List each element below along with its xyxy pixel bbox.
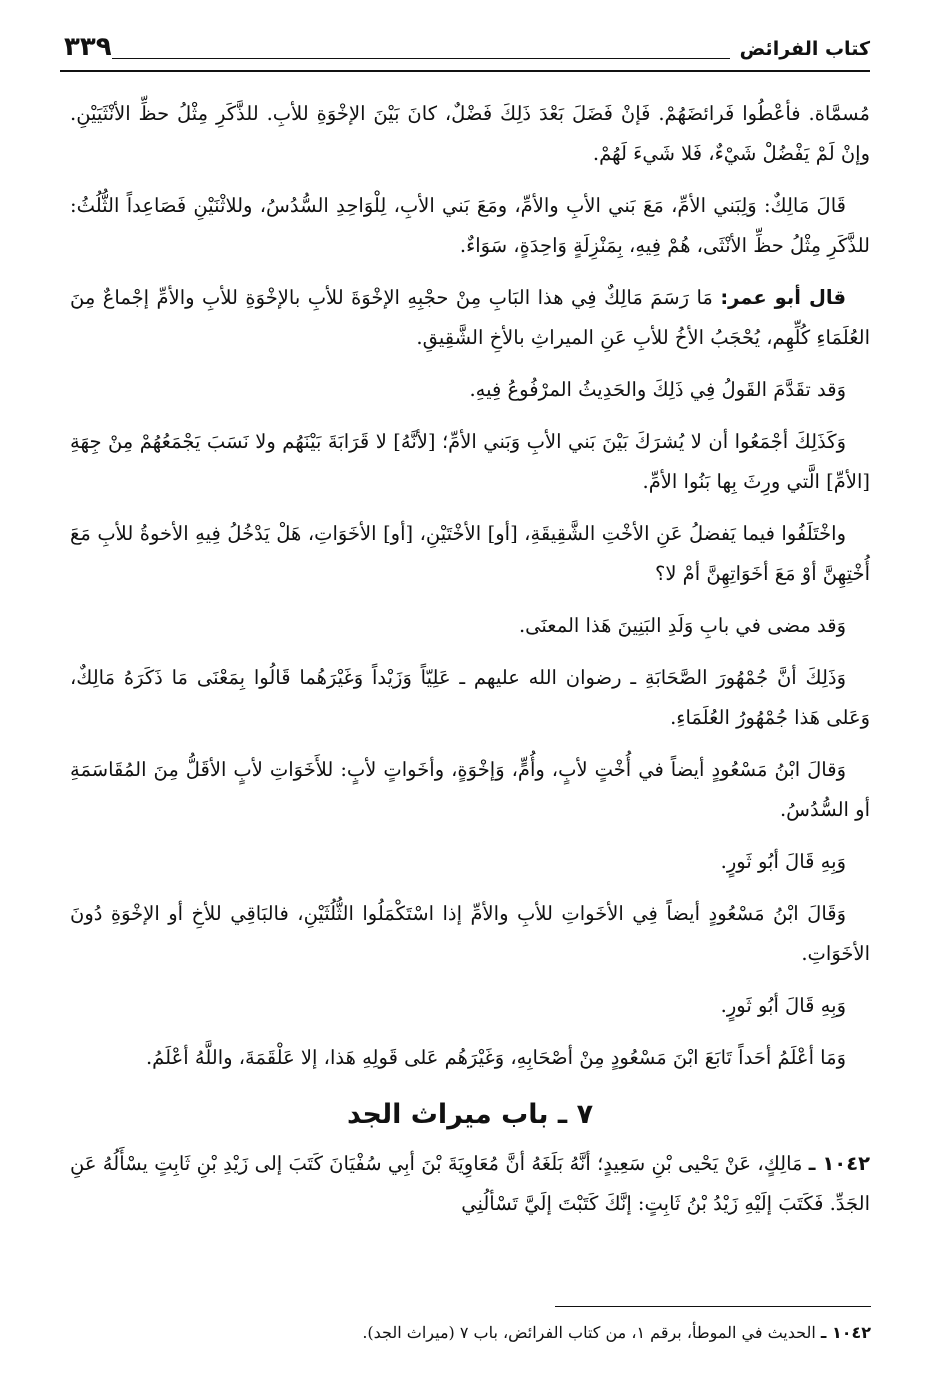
paragraph: وَقد تقَدَّمَ القَولُ فِي ذَلِكَ والحَدِيثُ المرْفُوعُ فِيهِ. xyxy=(469,378,846,401)
footnote-separator xyxy=(555,1306,871,1307)
paragraph: واخْتَلَفُوا فيما يَفضلُ عَنِ الأخْتِ الشَّقِيقَةِ، [أو] الأخْتَيْنِ، [أو] الأخَوَاتِ، هَلْ يَدْخُلُ فِيهِ الأخوةُ للأبِ مَعَ أُخْتِهِنَّ أوْ مَعَ أخَوَاتِهِنَّ أمْ لا؟ xyxy=(70,522,870,585)
paragraph: وَمَا أعْلَمُ أحَداً تَابَعَ ابْنَ مَسْعُودٍ مِنْ أصْحَابِهِ، وَغَيْرَهُم عَلى قَولِهِ هَذا، إلا عَلْقَمَةَ، واللَّهُ أعْلَمُ. xyxy=(145,1046,846,1069)
footnote-number: ١٠٤٢ ـ xyxy=(820,1323,871,1342)
book-title: كتاب الفرائض xyxy=(739,38,870,60)
paragraph: وَذَلِكَ أنَّ جُمْهُورَ الصَّحَابَةِ ـ رضوان الله عليهم ـ عَلِيّاً وَزَيْداً وَغَيْرَهُما قَالُوا بِمَعْنَى مَا ذَكَرَهُ مَالِكٌ، وَعَلى هَذا جُمْهُورُ العُلَمَاءِ. xyxy=(70,666,870,729)
footnote xyxy=(65,1320,871,1346)
paragraph: مُسمَّاة. فأعْطُوا فَرائضَهُمْ. فَإنْ فَضَلَ بَعْدَ ذَلِكَ فَضْلٌ، كانَ بَيْنَ الإخْوَةِ للأبِ. للذَّكَرِ مِثْلُ حظِّ الأنْثَيَيْنِ. وإنْ لَمْ يَفْضُلْ شَيْءٌ، فَلا شَيءَ لَهُمْ. xyxy=(70,102,870,165)
paragraph: قَالَ مَالِكٌ: وَلِبَني الأمِّ، مَعَ بَني الأبِ والأمِّ، ومَعَ بَني الأبِ، لِلْوَاحِدِ السُّدُسُ، وللاثْنَيْنِ فَصَاعِداً الثُّلُثُ: للذَّكَرِ مِثْلُ حظِّ الأنْثَى، هُمْ فِيهِ، بِمَنْزِلَةٍ وَاحِدَةٍ، سَوَاءٌ. xyxy=(70,194,870,257)
paragraph-text: مَا رَسَمَ مَالِكٌ فِي هذا البَابِ مِنْ حجْبِهِ الإخْوَةَ للأبِ بالإخْوَةِ للأبِ والأمِّ إجْماعٌ مِنَ العُلَمَاءِ كُلِّهِم، يُحْجَبُ الأخُ للأبِ عَنِ الميراثِ بالأخِ الشَّقِيقِ. xyxy=(70,286,870,349)
paragraph: وَكَذَلِكَ أجْمَعُوا أن لا يُشرَكَ بَيْنَ بَني الأبِ وَبَني الأمِّ؛ [لأنَّهُ] لا قَرَابَةَ بَيْنَهُم ولا نَسَبَ يَجْمَعُهُمْ مِنْ جِهَةِ [الأمِّ] الَّتي ورِثَ بِها بَنُوا الأمِّ. xyxy=(70,430,870,493)
paragraph xyxy=(70,278,870,358)
header-rule-long xyxy=(60,70,870,72)
chapter-heading: ٧ ـ باب ميراث الجد xyxy=(346,1099,594,1130)
hadith-text: مَالِكٍ، عَنْ يَحْيى بْنِ سَعِيدٍ؛ أنَّهُ بَلَغَهُ أنَّ مُعَاوِيَةَ بْنَ أبِي سُفْيَانَ كَتَبَ إلى زَيْدِ بْنِ ثَابِتٍ يسْأَلُهُ عَنِ الجَدِّ. فَكَتَبَ إلَيْهِ زَيْدُ بْنُ ثَابِتٍ: إنَّكَ كَتَبْتَ إلَيَّ تَسْألُنِي xyxy=(70,1152,870,1215)
paragraph: وَقد مضى في بابِ وَلَدِ البَنِينَ هَذا المعنَى. xyxy=(518,614,846,637)
speaker-label: قال أبو عمر: xyxy=(720,286,846,309)
hadith-number: ١٠٤٢ ـ xyxy=(808,1152,870,1175)
paragraph: وَقَالَ ابْنُ مَسْعُودٍ أيضاً فِي الأخَواتِ للأبِ والأمِّ إذا اسْتَكْمَلُوا الثُّلُثَيْنِ، فالبَاقِي للأخِ أو الإخْوَةِ دُونَ الأخَوَاتِ. xyxy=(70,902,870,965)
paragraph: وَبِهِ قَالَ أبُو ثَورٍ. xyxy=(720,850,846,873)
hadith-paragraph xyxy=(70,1144,870,1224)
header-rule-short xyxy=(112,58,730,59)
page-number: ٣٣٩ xyxy=(64,32,112,62)
footnote-text: الحديث في الموطأ، برقم ١، من كتاب الفرائض، باب ٧ (ميراث الجد). xyxy=(362,1323,821,1342)
paragraph: وَقالَ ابْنُ مَسْعُودٍ أيضاً في أُخْتٍ لأبٍ، وأُمٍّ، وَإخْوَةٍ، وأخَواتٍ لأبٍ: للأَخَوَاتِ لأبٍ الأقَلُّ مِنَ المُقَاسَمَةِ أو السُّدُسُ. xyxy=(70,758,870,821)
page-header xyxy=(60,28,870,68)
paragraph: وَبِهِ قَالَ أبُو ثَورٍ. xyxy=(720,994,846,1017)
body-text xyxy=(70,94,870,1236)
